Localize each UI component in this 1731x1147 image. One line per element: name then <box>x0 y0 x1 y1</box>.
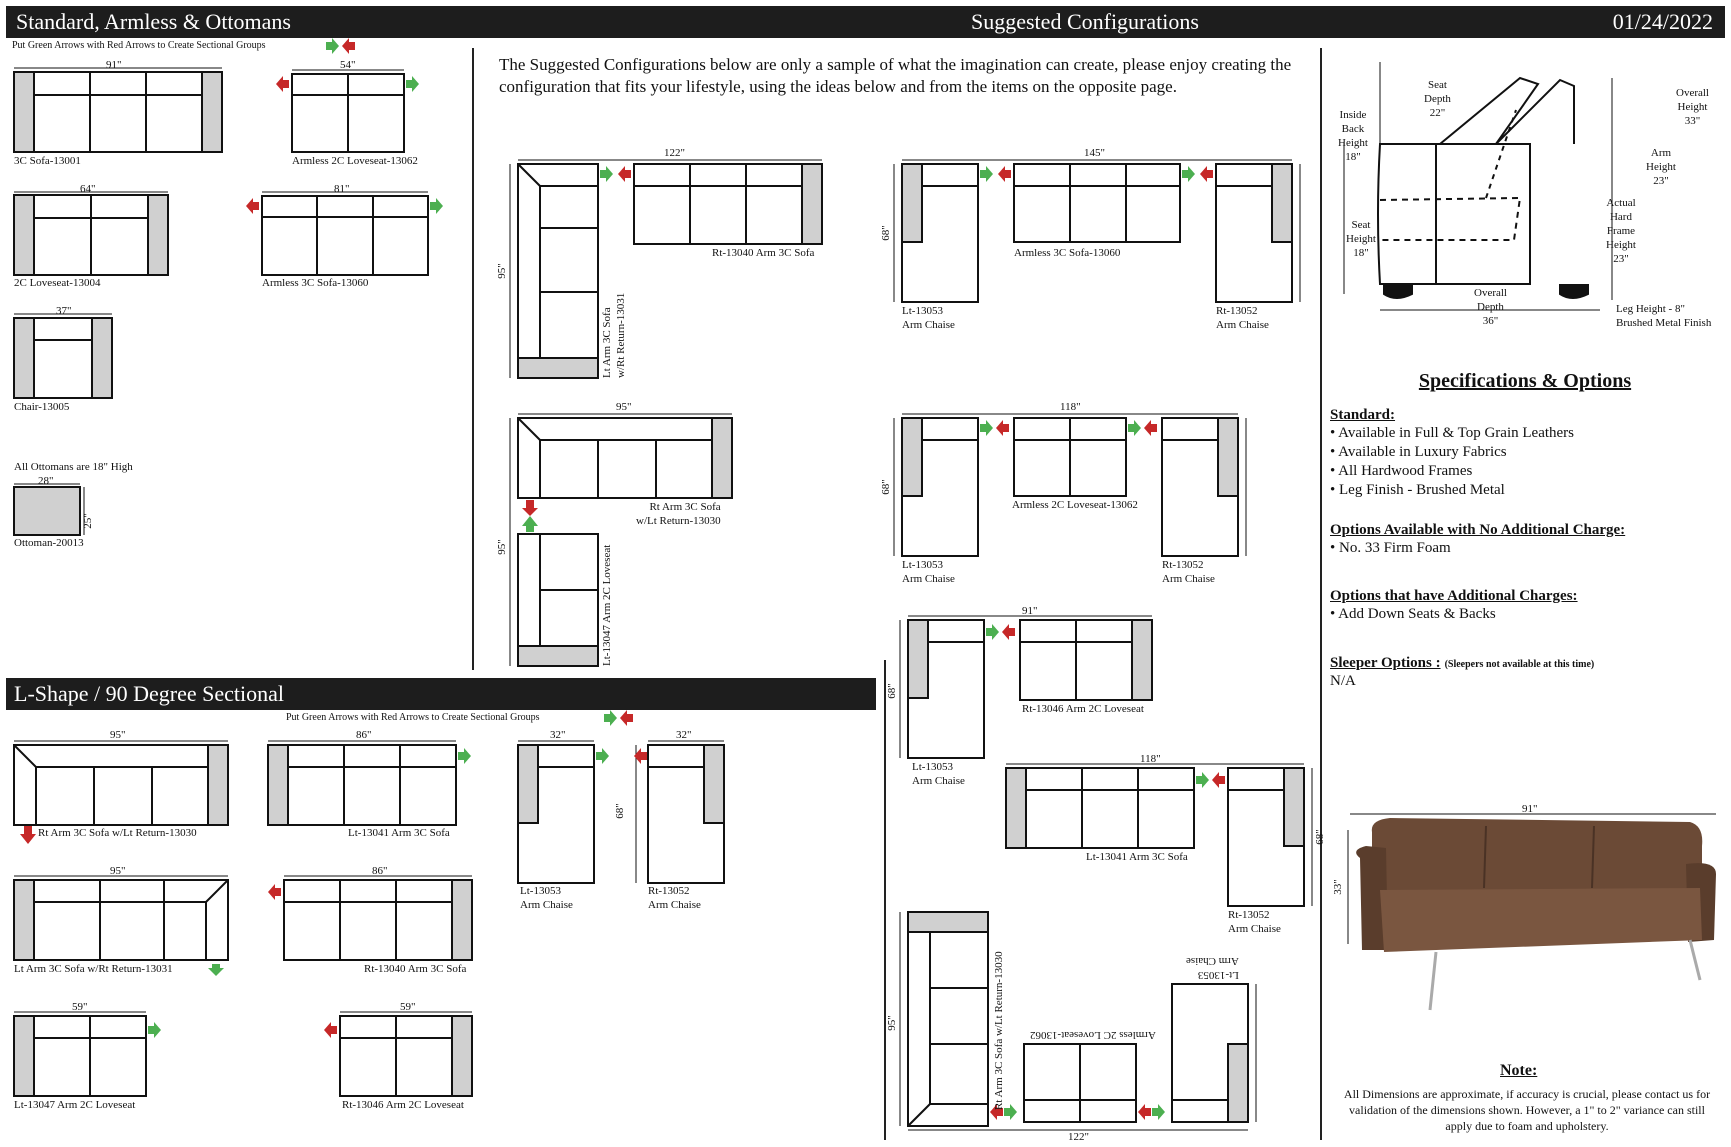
label-13004: 2C Loveseat-13004 <box>14 277 101 289</box>
c4-lt-label: Lt-13053 Arm Chaise <box>902 559 955 585</box>
c5-love-label: Rt-13046 Arm 2C Loveseat <box>1022 703 1144 715</box>
photo-width: 91" <box>1522 803 1538 815</box>
c7-mid-label: Armless 2C Loveseat-13062 <box>1030 1029 1156 1041</box>
profile-body <box>1378 144 1530 284</box>
label-13005: Chair-13005 <box>14 401 70 413</box>
dim-13001: 91" <box>106 59 122 71</box>
sofa-13060-drawing <box>262 196 428 275</box>
section-title-lshape: L-Shape / 90 Degree Sectional <box>14 681 285 706</box>
c7-depth: 95" <box>885 1015 898 1031</box>
c4-rt-label: Rt-13052 Arm Chaise <box>1162 559 1215 585</box>
label-13040: Rt-13040 Arm 3C Sofa <box>364 963 467 975</box>
sofa-photo <box>1348 814 1716 1010</box>
spec-item: • Available in Full & Top Grain Leathers <box>1330 425 1575 441</box>
dim-ottoman-depth: 25" <box>81 513 94 529</box>
c5-depth: 68" <box>885 683 898 699</box>
c4-width: 118" <box>1060 401 1081 413</box>
specs-sleeper-note: (Sleepers not available at this time) <box>1444 659 1595 670</box>
c5-lt-label: Lt-13053 Arm Chaise <box>912 761 965 787</box>
sofa-13001-drawing <box>14 72 222 152</box>
c2-rt-label: Rt-13052 Arm Chaise <box>1216 305 1269 331</box>
dim-chaise-rt: 32" <box>676 729 692 741</box>
label-13030: Rt Arm 3C Sofa w/Lt Return-13030 <box>38 827 197 839</box>
specs-title: Specifications & Options <box>1418 370 1632 392</box>
dim-13047: 59" <box>72 1001 88 1013</box>
dim-13062: 54" <box>340 59 356 71</box>
label-ottoman: Ottoman-20013 <box>14 537 84 549</box>
profile-overall-height: Overall Height 33" <box>1676 87 1709 127</box>
c7-width: 122" <box>1068 1131 1089 1143</box>
note-text: All Dimensions are approximate, if accuracy is crucial, please contact us for validation of the dimensions shown. However, a 1" to 2" variance can still apply due to foam and upholstery. <box>1343 1087 1711 1133</box>
dim-chaise-depth: 68" <box>613 803 626 819</box>
dim-13041: 86" <box>356 729 372 741</box>
spec-item: • All Hardwood Frames <box>1330 463 1473 479</box>
c6-sofa-label: Lt-13041 Arm 3C Sofa <box>1086 851 1188 863</box>
photo-height: 33" <box>1331 879 1344 895</box>
label-13060: Armless 3C Sofa-13060 <box>262 277 369 289</box>
profile-overall-depth: Overall Depth 36" <box>1474 287 1507 327</box>
c1-sofa-label: Rt-13040 Arm 3C Sofa <box>712 247 815 259</box>
c6-width: 118" <box>1140 753 1161 765</box>
label-13047: Lt-13047 Arm 2C Loveseat <box>14 1099 136 1111</box>
c2-depth: 68" <box>879 225 892 241</box>
spec-item: • Available in Luxury Fabrics <box>1330 444 1507 460</box>
c4-depth: 68" <box>879 479 892 495</box>
c3-sofa-label: Rt Arm 3C Sofa w/Lt Return-13030 <box>636 501 721 527</box>
c6-rt-label: Rt-13052 Arm Chaise <box>1228 909 1281 935</box>
c1-width: 122" <box>664 147 685 159</box>
specs-nocharge-heading: Options Available with No Additional Charge: <box>1330 522 1626 538</box>
profile-seat-depth: Seat Depth 22" <box>1424 79 1451 119</box>
c7-lt-label: Lt-13053 Arm Chaise <box>1186 955 1239 981</box>
specs-sleeper-heading: Sleeper Options : <box>1330 655 1441 671</box>
label-13041: Lt-13041 Arm 3C Sofa <box>348 827 450 839</box>
spec-item: • No. 33 Firm Foam <box>1330 540 1451 556</box>
specs-standard-heading: Standard: <box>1330 407 1396 423</box>
dim-13030: 95" <box>110 729 126 741</box>
c2-width: 145" <box>1084 147 1105 159</box>
dim-13005: 37" <box>56 305 72 317</box>
specs-charge-heading: Options that have Additional Charges: <box>1330 588 1578 604</box>
c3-depth: 95" <box>495 539 508 555</box>
c7-sofa-label: Rt Arm 3C Sofa w/Lt Return-13030 <box>993 951 1005 1110</box>
specs-sleeper-value: N/A <box>1330 673 1356 689</box>
intro-paragraph: The Suggested Configurations below are only a sample of what the imagination can create, please enjoy creating the configuration that fits your lifestyle, using the ideas below and from the items on the opposite page. <box>499 55 1292 96</box>
profile-inside-back: Inside Back Height 18" <box>1338 109 1368 163</box>
label-chaise-lt: Lt-13053 Arm Chaise <box>520 885 573 911</box>
dim-ottoman-width: 28" <box>38 475 54 487</box>
label-chaise-rt: Rt-13052 Arm Chaise <box>648 885 701 911</box>
profile-leg: Leg Height - 8" Brushed Metal Finish <box>1616 303 1712 329</box>
c3-love-label: Lt-13047 Arm 2C Loveseat <box>601 544 613 666</box>
dim-13004: 64" <box>80 183 96 195</box>
note-title: Note: <box>1500 1062 1538 1079</box>
profile-arm-height: Arm Height 23" <box>1646 147 1676 187</box>
c1-depth: 95" <box>495 263 508 279</box>
ottoman-20013-drawing <box>14 487 80 535</box>
profile-seat-height: Seat Height 18" <box>1346 219 1376 259</box>
dim-13046: 59" <box>400 1001 416 1013</box>
c4-mid-label: Armless 2C Loveseat-13062 <box>1012 499 1138 511</box>
specs-block <box>1330 370 1720 691</box>
spec-item: • Leg Finish - Brushed Metal <box>1330 482 1505 498</box>
c3-width: 95" <box>616 401 632 413</box>
label-13031: Lt Arm 3C Sofa w/Rt Return-13031 <box>14 963 173 975</box>
date-label: 01/24/2022 <box>1612 9 1713 34</box>
label-13001: 3C Sofa-13001 <box>14 155 81 167</box>
section-title-standard: Standard, Armless & Ottomans <box>16 9 291 34</box>
spec-item: • Add Down Seats & Backs <box>1330 606 1496 622</box>
label-13046: Rt-13046 Arm 2C Loveseat <box>342 1099 464 1111</box>
c1-lt-label: Lt Arm 3C Sofa w/Rt Return-13031 <box>601 292 627 378</box>
label-13062: Armless 2C Loveseat-13062 <box>292 155 418 167</box>
c2-mid-label: Armless 3C Sofa-13060 <box>1014 247 1121 259</box>
arrow-note-lshape: Put Green Arrows with Red Arrows to Create Sectional Groups <box>286 712 540 723</box>
dim-13060: 81" <box>334 183 350 195</box>
page-title: Suggested Configurations <box>971 9 1199 34</box>
dim-chaise-lt: 32" <box>550 729 566 741</box>
c5-width: 91" <box>1022 605 1038 617</box>
c2-lt-label: Lt-13053 Arm Chaise <box>902 305 955 331</box>
section-bar-lshape <box>6 678 876 710</box>
dim-13031: 95" <box>110 865 126 877</box>
dim-13040: 86" <box>372 865 388 877</box>
c6-depth: 68" <box>1313 829 1326 845</box>
profile-frame-height: Actual Hard Frame Height 23" <box>1606 197 1636 265</box>
arrow-note-standard: Put Green Arrows with Red Arrows to Create Sectional Groups <box>12 40 266 51</box>
ottoman-note: All Ottomans are 18" High <box>14 461 133 473</box>
